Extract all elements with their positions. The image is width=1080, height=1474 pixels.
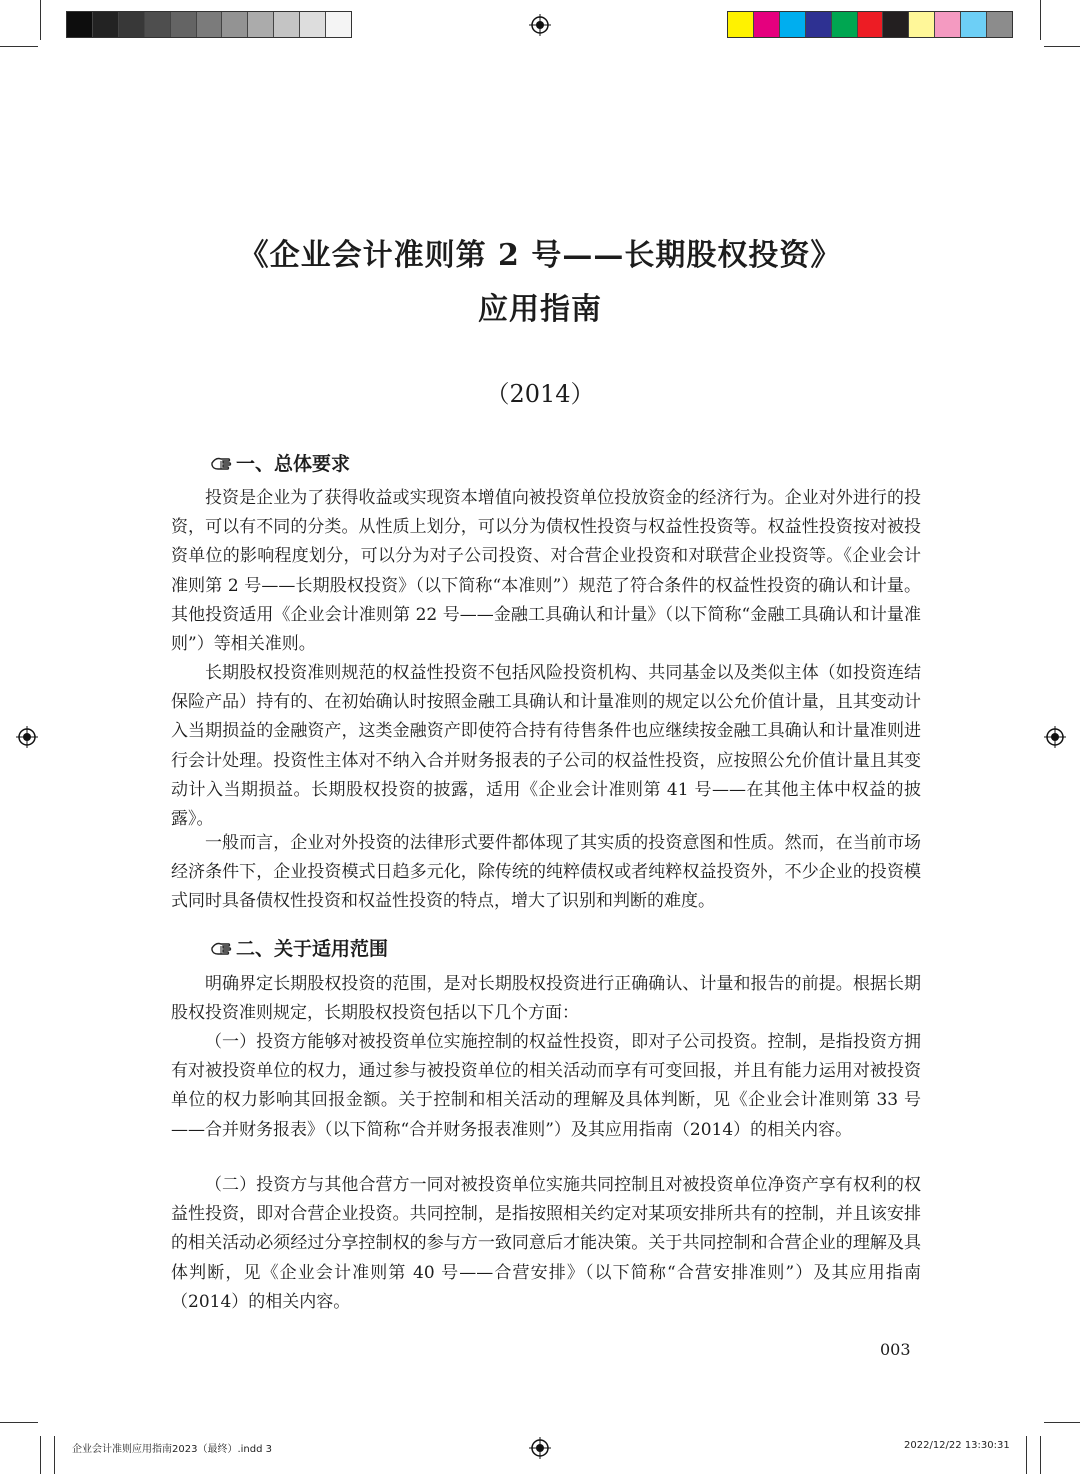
color-swatch — [961, 12, 987, 37]
grey-swatch — [274, 12, 300, 37]
grey-swatch — [171, 12, 197, 37]
paragraph-4: 明确界定长期股权投资的范围，是对长期股权投资进行正确确认、计量和报告的前提。根据长期股权投资准则规定，长期股权投资包括以下几个方面： — [171, 974, 921, 1024]
color-swatch — [832, 12, 858, 37]
section-heading-2 — [210, 934, 388, 961]
color-swatch — [909, 12, 935, 37]
grey-swatch — [93, 12, 119, 37]
color-swatch — [935, 12, 961, 37]
paragraph-1: 投资是企业为了获得收益或实现资本增值向被投资单位投放资金的经济行为。企业对外进行的投资，可以有不同的分类。从性质上划分，可以分为债权性投资与权益性投资等。权益性投资按对被投资单位的影响程度划分，可以分为对子公司投资、对合营企业投资和对联营企业投资等。《企业会计准则第 2 号——长期股权投资》（以下简称“本准则”）规范了符合条件的权益性投资的确认和计量。其他投资适用《企业会计准则第 22 号——金融工具确认和计量》（以下简称“金融工具确认和计量准则”）等相关准则。 — [171, 488, 921, 655]
registration-mark-left-icon — [16, 726, 38, 748]
section-heading-1-text: 一、总体要求 — [236, 453, 351, 475]
grey-swatch — [197, 12, 223, 37]
slug-file-name: 企业会计准则应用指南2023（最终）.indd 3 — [72, 1444, 272, 1455]
grey-swatch — [119, 12, 145, 37]
registration-mark-top-icon — [529, 14, 551, 36]
paragraph-6: （二）投资方与其他合营方一同对被投资单位实施共同控制且对被投资单位净资产享有权利的权益性投资，即对合营企业投资。共同控制，是指按照相关约定对某项安排所共有的控制，并且该安排的相关活动必须经过分享控制权的参与方一致同意后才能决策。关于共同控制和合营企业的理解及具体判断，见《企业会计准则第 40 号——合营安排》（以下简称“合营安排准则”）及其应用指南（2014）的相关内容。 — [171, 1175, 921, 1312]
document-subtitle: 应用指南 — [478, 292, 602, 327]
color-swatch — [754, 12, 780, 37]
color-swatch — [728, 12, 754, 37]
color-swatch — [858, 12, 884, 37]
page-number: 003 — [880, 1340, 911, 1359]
paragraph-2: 长期股权投资准则规范的权益性投资不包括风险投资机构、共同基金以及类似主体（如投资连结保险产品）持有的、在初始确认时按照金融工具确认和计量准则的规定以公允价值计量，且其变动计入当期损益的金融资产，这类金融资产即使符合持有待售条件也应继续按金融工具确认和计量准则进行会计处理。投资性主体对不纳入合并财务报表的子公司的权益性投资，应按照公允价值计量且其变动计入当期损益。长期股权投资的披露，适用《企业会计准则第 41 号——在其他主体中权益的披露》。 — [171, 663, 921, 830]
section-heading-2-text: 二、关于适用范围 — [236, 938, 389, 960]
color-swatch — [780, 12, 806, 37]
crop-mark-tr-h — [1044, 46, 1080, 47]
pointing-hand-icon — [210, 938, 232, 958]
grey-swatch — [67, 12, 93, 37]
crop-mark-br-v — [1040, 1436, 1041, 1474]
paragraph-5: （一）投资方能够对被投资单位实施控制的权益性投资，即对子公司投资。控制，是指投资方拥有对被投资单位的权力，通过参与被投资单位的相关活动而享有可变回报，并且有能力运用对被投资单位的权力影响其回报金额。关于控制和相关活动的理解及具体判断，见《企业会计准则第 33 号——合并财务报表》（以下简称“合并财务报表准则”）及其应用指南（2014）的相关内容。 — [171, 1032, 921, 1140]
color-patch-bar — [727, 11, 1013, 38]
crop-mark-br-v2 — [1026, 1436, 1027, 1474]
crop-mark-br-h — [1044, 1422, 1080, 1423]
document-year: （2014） — [485, 380, 595, 408]
color-swatch — [806, 12, 832, 37]
crop-mark-bl-v2 — [54, 1436, 55, 1474]
section-heading-1 — [210, 449, 350, 476]
document-title: 《企业会计准则第 2 号——长期股权投资》 — [238, 238, 842, 273]
grey-swatch — [145, 12, 171, 37]
crop-mark-tl-h — [0, 46, 38, 47]
grey-swatch — [326, 12, 351, 37]
grey-scale-bar — [66, 11, 352, 38]
registration-mark-right-icon — [1044, 726, 1066, 748]
crop-mark-tr-v — [1040, 0, 1041, 40]
crop-mark-bl-h — [0, 1422, 38, 1423]
pointing-hand-icon — [210, 453, 232, 473]
grey-swatch — [300, 12, 326, 37]
grey-swatch — [222, 12, 248, 37]
registration-mark-bottom-icon — [529, 1437, 551, 1459]
grey-swatch — [248, 12, 274, 37]
color-swatch — [883, 12, 909, 37]
color-swatch — [987, 12, 1012, 37]
crop-mark-tl-v — [40, 0, 41, 40]
paragraph-3: 一般而言，企业对外投资的法律形式要件都体现了其实质的投资意图和性质。然而，在当前市场经济条件下，企业投资模式日趋多元化，除传统的纯粹债权或者纯粹权益投资外，不少企业的投资模式同时具备债权性投资和权益性投资的特点，增大了识别和判断的难度。 — [171, 833, 921, 912]
slug-timestamp: 2022/12/22 13:30:31 — [904, 1440, 1010, 1451]
crop-mark-bl-v — [40, 1436, 41, 1474]
